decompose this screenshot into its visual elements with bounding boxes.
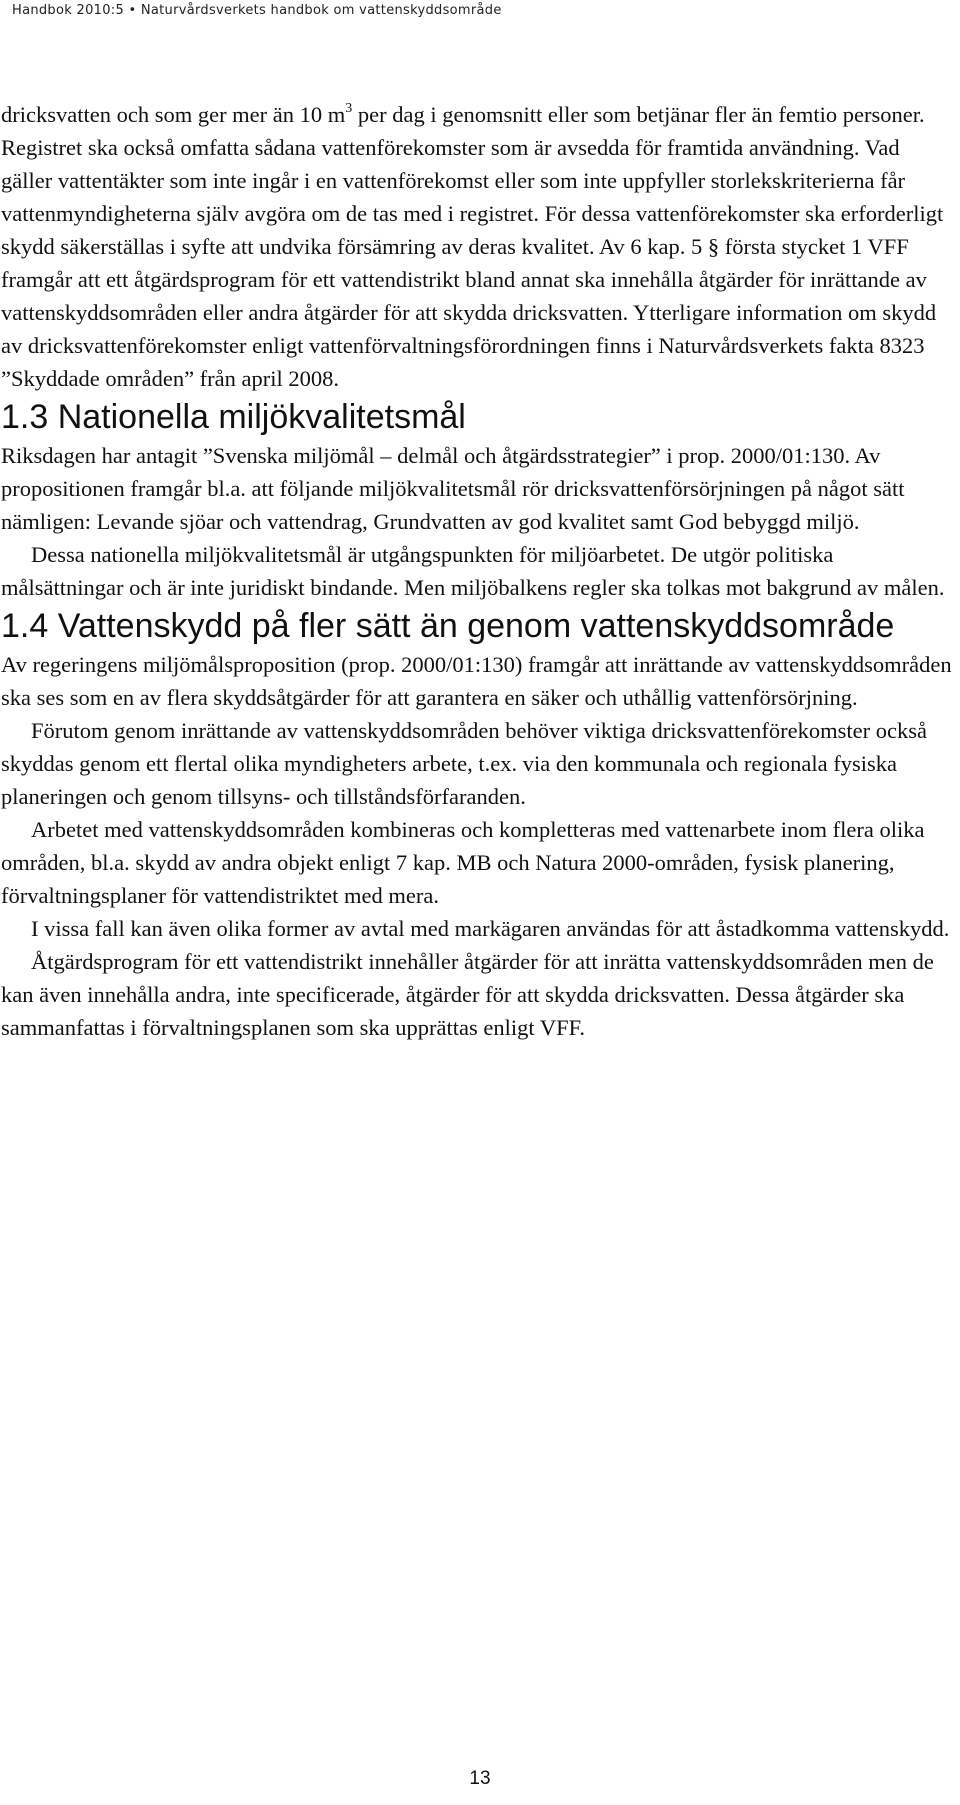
section-1-4-paragraph-5: Åtgärdsprogram för ett vattendistrikt innehåller åtgärder för att inrätta vattenskyddsområden men de kan även innehålla andra, inte specificerade, åtgärder för att skydda dricksvatten. Dessa åtgärder ska sammanfattas i förvaltningsplanen som ska upprättas enligt VFF.	[1, 949, 934, 1040]
running-header: Handbok 2010:5 • Naturvårdsverkets handbok om vattenskyddsområde	[12, 3, 502, 18]
page-number: 13	[469, 1768, 491, 1789]
intro-paragraph	[1, 98, 953, 395]
section-1-4-paragraph-1: Av regeringens miljömålsproposition (prop. 2000/01:130) framgår att inrättande av vattenskyddsområden ska ses som en av flera skyddsåtgärder för att garantera en säker och uthållig vattenförsörjning.	[1, 652, 952, 710]
section-1-3-paragraph-1: Riksdagen har antagit ”Svenska miljömål – delmål och åtgärdsstrategier” i prop. 2000/01:130. Av propositionen framgår bl.a. att följande miljökvalitetsmål rör dricksvattenförsörjningen på något sätt nämligen: Levande sjöar och vattendrag, Grundvatten av god kvalitet samt God bebyggd miljö.	[1, 443, 905, 534]
superscript-three: 3	[345, 100, 353, 116]
section-heading-1-3: 1.3 Nationella miljökvalitetsmål	[1, 398, 466, 436]
section-1-4-paragraph-2: Förutom genom inrättande av vattenskyddsområden behöver viktiga dricksvattenförekomster också skyddas genom ett flertal olika myndigheters arbete, t.ex. via den kommunala och regionala fysiska planeringen och genom tillsyns- och tillståndsförfaranden.	[1, 718, 928, 809]
intro-text-c: första stycket 1 VFF framgår att ett åtgärdsprogram för ett vattendistrikt bland annat ska innehålla åtgärder för inrättande av vattenskyddsområden eller andra åtgärder för att skydda dricksvatten. Ytterligare information om skydd av dricksvattenförekomster enligt vattenförvaltningsförordningen finns i Naturvårdsverkets fakta 8323 ”Skyddade områden” från april 2008.	[1, 234, 937, 391]
intro-text-a: dricksvatten och som ger mer än 10 m	[1, 102, 346, 127]
document-body	[1, 98, 953, 1044]
section-1-4-paragraph-3: Arbetet med vattenskyddsområden kombineras och kompletteras med vattenarbete inom flera olika områden, bl.a. skydd av andra objekt enligt 7 kap. MB och Natura 2000-områden, fysisk planering, förvaltningsplaner för vattendistriktet med mera.	[1, 817, 925, 908]
intro-text-b: per dag i genomsnitt eller som betjänar fler än femtio personer. Registret ska också omfatta sådana vattenförekomster som är avsedda för framtida användning. Vad gäller vattentäkter som inte ingår i en vattenförekomst eller som inte uppfyller storlekskriterierna får vattenmyndigheterna själv avgöra om de tas med i registret. För dessa vattenförekomster ska erforderligt skydd säkerställas i syfte att undvika försämring av deras kvalitet. Av 6 kap. 5	[1, 102, 944, 259]
section-heading-1-4: 1.4 Vattenskydd på fler sätt än genom vattenskyddsområde	[1, 607, 895, 645]
section-1-3-paragraph-2: Dessa nationella miljökvalitetsmål är utgångspunkten för miljöarbetet. De utgör politiska målsättningar och är inte juridiskt bindande. Men miljöbalkens regler ska tolkas mot bakgrund av målen.	[1, 542, 945, 600]
paragraph-symbol: §	[707, 234, 720, 259]
section-1-4-paragraph-4: I vissa fall kan även olika former av avtal med markägaren användas för att åstadkomma vattenskydd.	[31, 916, 950, 941]
